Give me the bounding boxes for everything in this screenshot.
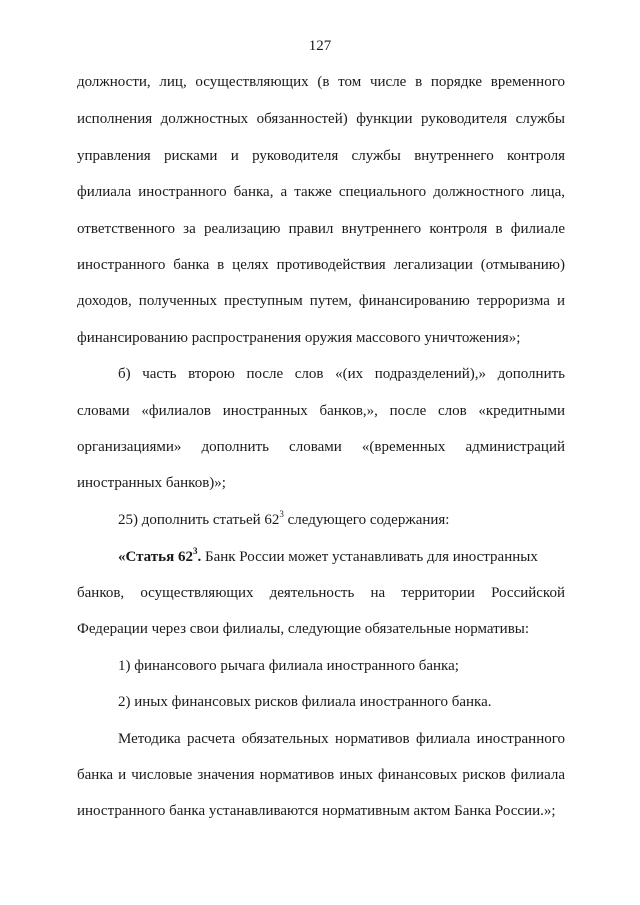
article-heading: «Статья $62^3$.: [118, 547, 202, 565]
text-line: иностранного банка устанавливаются нормативным актом Банка России.»;: [77, 803, 556, 819]
article-heading-line: [118, 547, 565, 567]
text-line: управления рисками и руководителя службы внутреннего контроля: [77, 148, 565, 164]
text-line: иностранных банков)»;: [77, 475, 226, 491]
text-line: словами «филиалов иностранных банков,», после слов «кредитными: [77, 403, 565, 419]
superscript: 3: [279, 510, 284, 519]
text-line: банков, осуществляющих деятельность на территории Российской: [77, 585, 565, 601]
text-line: Методика расчета обязательных нормативов филиала иностранного: [118, 731, 565, 747]
text-line: б) часть второю после слов «(их подразделений),» дополнить: [118, 366, 565, 382]
text-line: банка и числовые значения нормативов иных финансовых рисков филиала: [77, 767, 565, 783]
text-line: ответственного за реализацию правил внутреннего контроля в филиале: [77, 221, 565, 237]
text-line: 2) иных финансовых рисков филиала иностранного банка.: [118, 694, 492, 710]
text-line: должности, лиц, осуществляющих (в том числе в порядке временного: [77, 74, 565, 90]
text-line: иностранного банка в целях противодействия легализации (отмыванию): [77, 257, 565, 273]
text-line: 1) финансового рычага филиала иностранного банка;: [118, 658, 459, 674]
text-line: исполнения должностных обязанностей) функции руководителя службы: [77, 111, 565, 127]
text-line: финансированию распространения оружия массового уничтожения»;: [77, 330, 521, 346]
text-line: Федерации через свои филиалы, следующие обязательные нормативы:: [77, 621, 530, 637]
text-segment: Банк России может устанавливать для иностранных: [201, 549, 538, 565]
text-segment: 25) дополнить статьей 62: [118, 512, 280, 528]
text-line: [118, 510, 565, 530]
page-number: 127: [308, 38, 332, 54]
text-segment: следующего содержания:: [283, 512, 450, 528]
text-line: филиала иностранного банка, а также специального должностного лица,: [77, 184, 565, 200]
text-line: организациями» дополнить словами «(временных администраций: [77, 439, 565, 455]
text-line: доходов, полученных преступным путем, финансированию терроризма и: [77, 293, 565, 309]
